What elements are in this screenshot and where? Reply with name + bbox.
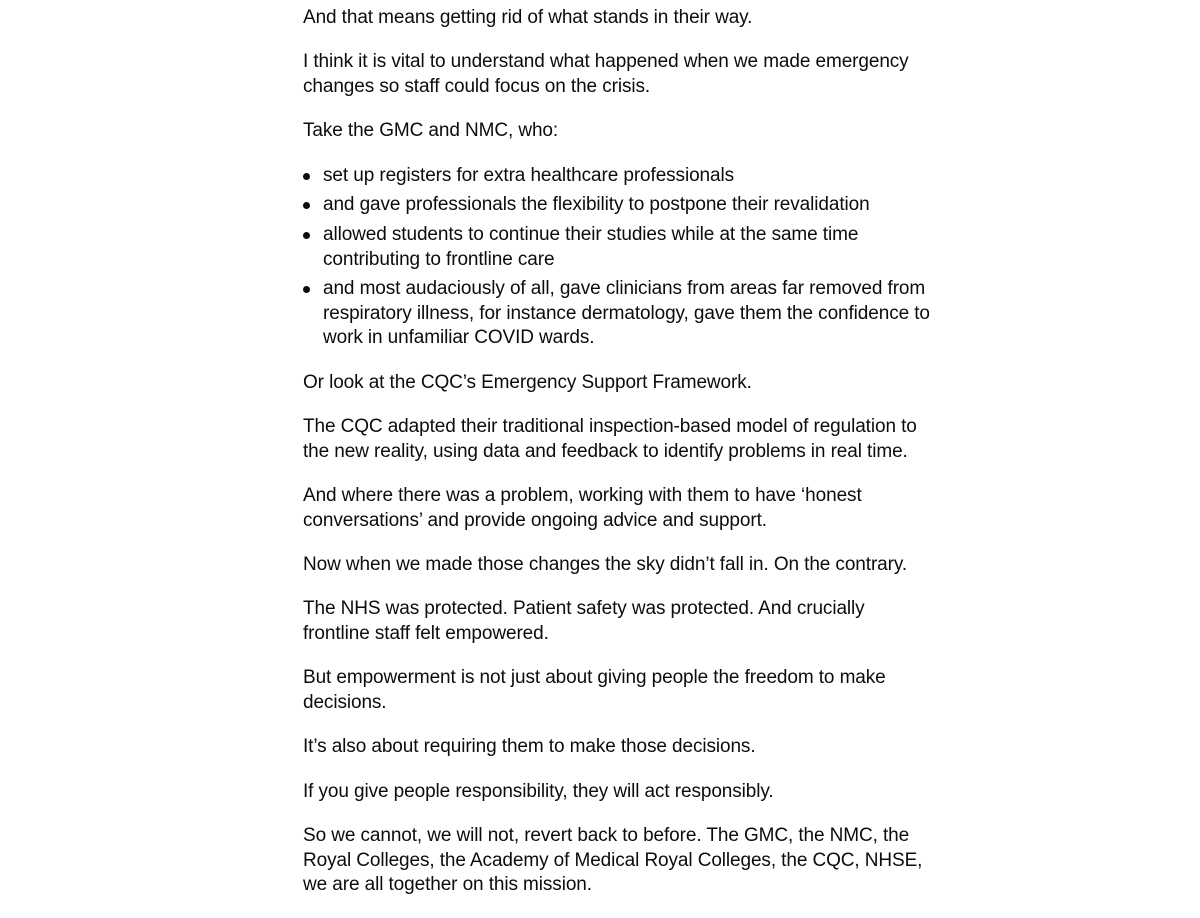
paragraph: Or look at the CQC’s Emergency Support Framework. <box>303 371 752 393</box>
bullet-icon <box>303 173 310 180</box>
list-item <box>323 164 933 189</box>
article-body <box>303 6 933 918</box>
bullet-icon <box>303 232 310 239</box>
bullet-icon <box>303 286 310 293</box>
list-item <box>323 277 933 351</box>
list-item <box>323 193 933 218</box>
paragraph: The NHS was protected. Patient safety was protected. And crucially frontline staff felt empowered. <box>303 598 865 645</box>
bullet-icon <box>303 202 310 209</box>
paragraph: Now when we made those changes the sky didn’t fall in. On the contrary. <box>303 554 908 576</box>
paragraph: And where there was a problem, working with them to have ‘honest conversations’ and provide ongoing advice and support. <box>303 485 862 531</box>
paragraph: It’s also about requiring them to make those decisions. <box>303 736 756 758</box>
list-item-text: set up registers for extra healthcare professionals <box>323 164 734 186</box>
bullet-list <box>303 164 933 351</box>
paragraph: If you give people responsibility, they will act responsibly. <box>303 780 774 802</box>
paragraph: And that means getting rid of what stands in their way. <box>303 7 753 28</box>
paragraph: So we cannot, we will not, revert back to before. The GMC, the NMC, the Royal Colleges, the Academy of Medical Royal Colleges, the CQC, NHSE, we are all together on this mission. <box>303 825 923 896</box>
list-item-text: and most audaciously of all, gave clinicians from areas far removed from respiratory illness, for instance dermatology, gave them the confidence to work in unfamiliar COVID wards. <box>323 278 930 349</box>
paragraph: The CQC adapted their traditional inspection-based model of regulation to the new reality, using data and feedback to identify problems in real time. <box>303 416 917 462</box>
list-item-text: and gave professionals the flexibility to postpone their revalidation <box>323 194 870 216</box>
paragraph: I think it is vital to understand what happened when we made emergency changes so staff could focus on the crisis. <box>303 51 909 97</box>
list-item <box>323 223 933 272</box>
list-item-text: allowed students to continue their studies while at the same time contributing to frontline care <box>323 223 859 270</box>
paragraph: Take the GMC and NMC, who: <box>303 120 559 142</box>
paragraph: But empowerment is not just about giving people the freedom to make decisions. <box>303 667 886 714</box>
